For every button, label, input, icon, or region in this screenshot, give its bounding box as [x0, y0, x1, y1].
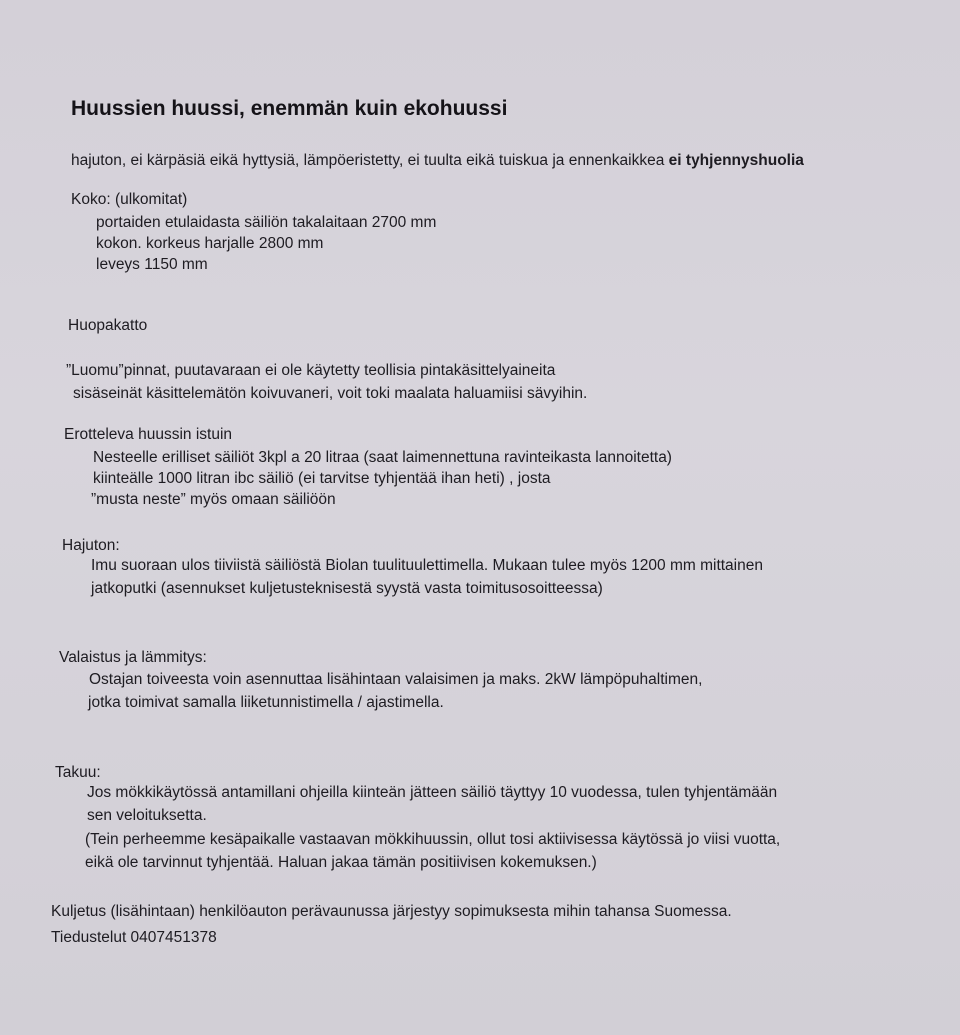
koko-line: portaiden etulaidasta säiliön takalaitaan 2700 mm [96, 214, 437, 231]
koko-line: leveys 1150 mm [96, 256, 208, 273]
takuu-line: sen veloituksetta. [87, 807, 207, 824]
takuu-line: eikä ole tarvinnut tyhjentää. Haluan jakaa tämän positiivisen kokemuksen.) [85, 854, 597, 871]
koko-heading: Koko: (ulkomitat) [71, 191, 188, 208]
erotteleva-line: Nesteelle erilliset säiliöt 3kpl a 20 litraa (saat laimennettuna ravinteikasta lannoitetta) [93, 449, 672, 466]
hajuton-heading: Hajuton: [62, 537, 120, 554]
valaistus-line: jotka toimivat samalla liiketunnistimella / ajastimella. [88, 694, 444, 711]
takuu-heading: Takuu: [55, 764, 101, 781]
tiedustelut-line: Tiedustelut 0407451378 [51, 929, 217, 946]
erotteleva-line: ”musta neste” myös omaan säiliöön [91, 491, 336, 508]
takuu-line: (Tein perheemme kesäpaikalle vastaavan mökkihuussin, ollut tosi aktiivisessa käytössä jo viisi vuotta, [85, 831, 781, 848]
intro-bold-text: ei tyhjennyshuolia [668, 152, 804, 169]
luomu-line: sisäseinät käsittelemätön koivuvaneri, voit toki maalata haluamiisi sävyihin. [73, 385, 588, 402]
hajuton-line: jatkoputki (asennukset kuljetusteknisestä syystä vasta toimitusosoitteessa) [91, 580, 603, 597]
intro-text: hajuton, ei kärpäsiä eikä hyttysiä, lämpöeristetty, ei tuulta eikä tuiskua ja ennenkaikkea [71, 152, 669, 169]
kuljetus-line: Kuljetus (lisähintaan) henkilöauton perävaunussa järjestyy sopimuksesta mihin tahansa Suomessa. [51, 903, 732, 920]
document-title: Huussien huussi, enemmän kuin ekohuussi [71, 97, 508, 120]
erotteleva-heading: Erotteleva huussin istuin [64, 426, 233, 443]
erotteleva-line: kiinteälle 1000 litran ibc säiliö (ei tarvitse tyhjentää ihan heti) , josta [93, 470, 551, 487]
hajuton-line: Imu suoraan ulos tiiviistä säiliöstä Biolan tuulituulettimella. Mukaan tulee myös 1200 mm mittainen [91, 557, 763, 574]
valaistus-heading: Valaistus ja lämmitys: [59, 649, 207, 666]
koko-line: kokon. korkeus harjalle 2800 mm [96, 235, 324, 252]
intro-line [71, 151, 804, 171]
luomu-line: ”Luomu”pinnat, puutavaraan ei ole käytetty teollisia pintakäsittelyaineita [66, 362, 556, 379]
valaistus-line: Ostajan toiveesta voin asennuttaa lisähintaan valaisimen ja maks. 2kW lämpöpuhaltimen, [89, 671, 703, 688]
huopakatto-heading: Huopakatto [68, 317, 148, 334]
takuu-line: Jos mökkikäytössä antamillani ohjeilla kiinteän jätteen säiliö täyttyy 10 vuodessa, tulen tyhjentämään [87, 784, 778, 801]
